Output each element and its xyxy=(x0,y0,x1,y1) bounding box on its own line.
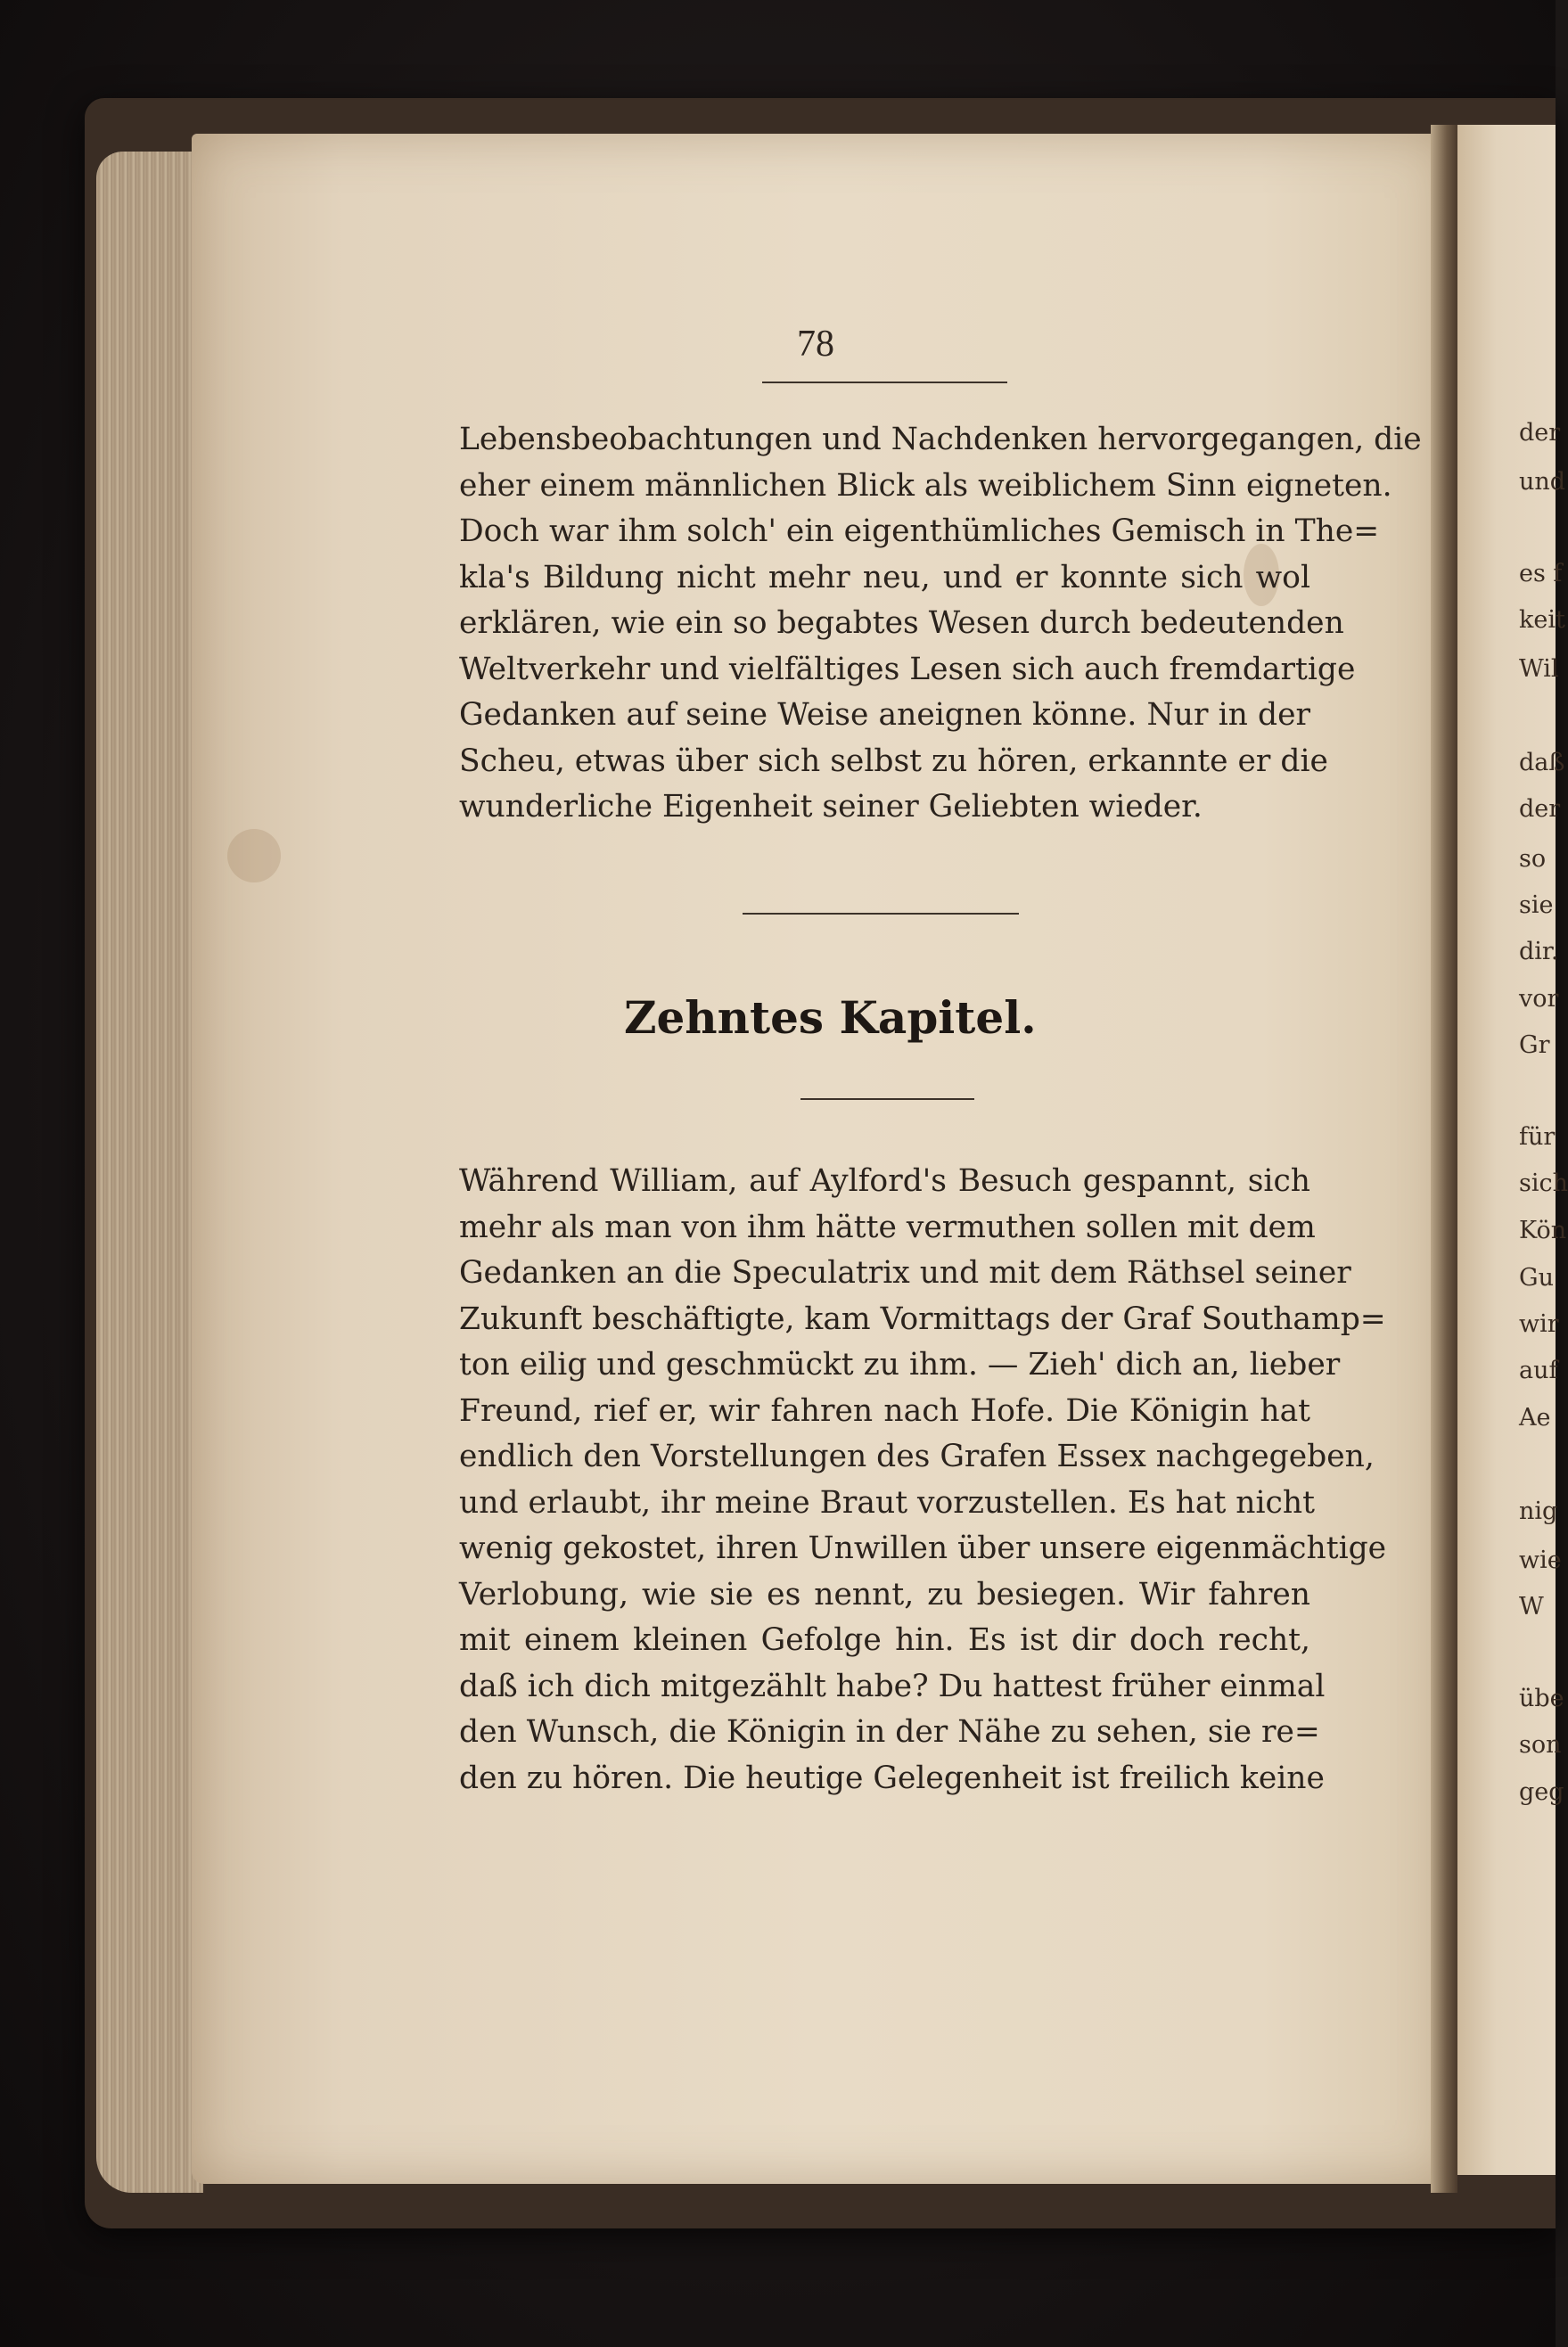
text-line: Zukunft beschäftigte, kam Vormittags der Graf Southamp= xyxy=(459,1301,1386,1337)
right-page-fragment: wie xyxy=(1519,1547,1562,1574)
text-line: den zu hören. Die heutige Gelegenheit ist freilich keine xyxy=(459,1760,1325,1796)
text-line: wenig gekostet, ihren Unwillen über unsere eigenmächtige xyxy=(459,1530,1387,1566)
right-page-fragment: geg xyxy=(1519,1778,1564,1806)
text-line: Doch war ihm solch' ein eigenthümliches Gemisch in The= xyxy=(459,513,1380,549)
right-page-fragment: vor xyxy=(1519,985,1559,1013)
text-line: Während William, auf Aylford's Besuch gespannt, sich xyxy=(459,1163,1310,1199)
right-page-fragment: sich xyxy=(1519,1169,1568,1197)
text-line: Scheu, etwas über sich selbst zu hören, erkannte er die xyxy=(459,743,1328,779)
right-page-fragment: Ae xyxy=(1519,1404,1551,1432)
right-page-fragment: W xyxy=(1519,1593,1544,1621)
right-page-fragment: auf xyxy=(1519,1357,1558,1384)
right-page-fragment: Gr xyxy=(1519,1031,1550,1059)
text-line: mehr als man von ihm hätte vermuthen sollen mit dem xyxy=(459,1209,1316,1245)
page-number: 78 xyxy=(797,324,834,365)
right-page-fragment: der xyxy=(1519,795,1561,823)
right-page-fragment: und xyxy=(1519,468,1566,496)
right-page-fragment: übe xyxy=(1519,1685,1564,1712)
text-line: erklären, wie ein so begabtes Wesen durch bedeutenden xyxy=(459,605,1344,641)
right-page-fragment: wir xyxy=(1519,1310,1559,1338)
page-edges xyxy=(96,152,203,2193)
right-page-fragment: daß xyxy=(1519,749,1565,776)
title-underline-rule xyxy=(800,1098,974,1100)
text-line: Gedanken an die Speculatrix und mit dem Räthsel seiner xyxy=(459,1255,1351,1291)
text-line: Lebensbeobachtungen und Nachdenken hervorgegangen, die xyxy=(459,422,1422,457)
text-line: daß ich dich mitgezählt habe? Du hattest früher einmal xyxy=(459,1668,1326,1704)
right-page-fragment: nig xyxy=(1519,1498,1558,1525)
text-line: eher einem männlichen Blick als weiblichem Sinn eigneten. xyxy=(459,467,1392,504)
text-line: den Wunsch, die Königin in der Nähe zu sehen, sie re= xyxy=(459,1714,1320,1750)
right-page-fragment: keit xyxy=(1519,606,1565,634)
right-page-fragment: der xyxy=(1519,419,1561,447)
right-page-fragment: Kön xyxy=(1519,1217,1567,1244)
paragraph-continued xyxy=(459,417,1422,831)
text-line: wunderliche Eigenheit seiner Geliebten wieder. xyxy=(459,789,1203,825)
right-page-fragment: es f xyxy=(1519,560,1563,587)
chapter-paragraph xyxy=(459,1159,1387,1801)
text-line: kla's Bildung nicht mehr neu, und er konnte sich wol xyxy=(459,559,1310,595)
text-line: Verlobung, wie sie es nennt, zu besiegen. Wir fahren xyxy=(459,1576,1310,1613)
paper-stain xyxy=(227,829,281,882)
text-line: und erlaubt, ihr meine Braut vorzustellen. Es hat nicht xyxy=(459,1484,1315,1521)
chapter-separator-rule xyxy=(743,913,1019,915)
right-page-fragment: sie xyxy=(1519,891,1554,919)
right-page-fragment: Gu xyxy=(1519,1264,1554,1292)
right-page-fragment: so xyxy=(1519,845,1547,873)
text-line: endlich den Vorstellungen des Grafen Essex nachgegeben, xyxy=(459,1439,1375,1474)
page-gutter xyxy=(1431,125,1457,2193)
text-line: mit einem kleinen Gefolge hin. Es ist dir doch recht, xyxy=(459,1622,1310,1658)
right-page-fragment: für xyxy=(1519,1123,1556,1151)
text-line: Freund, rief er, wir fahren nach Hofe. Die Königin hat xyxy=(459,1392,1310,1429)
right-page-fragment: son xyxy=(1519,1731,1562,1759)
text-line: ton eilig und geschmückt zu ihm. — Zieh' dich an, lieber xyxy=(459,1347,1341,1383)
right-page-fragment: Wil xyxy=(1519,655,1559,683)
chapter-title: Zehntes Kapitel. xyxy=(624,991,1037,1044)
right-page-fragment: dir. xyxy=(1519,938,1559,965)
header-rule xyxy=(762,382,1007,383)
text-line: Weltverkehr und vielfältiges Lesen sich auch fremdartige xyxy=(459,651,1356,687)
text-line: Gedanken auf seine Weise aneignen könne. Nur in der xyxy=(459,697,1310,733)
